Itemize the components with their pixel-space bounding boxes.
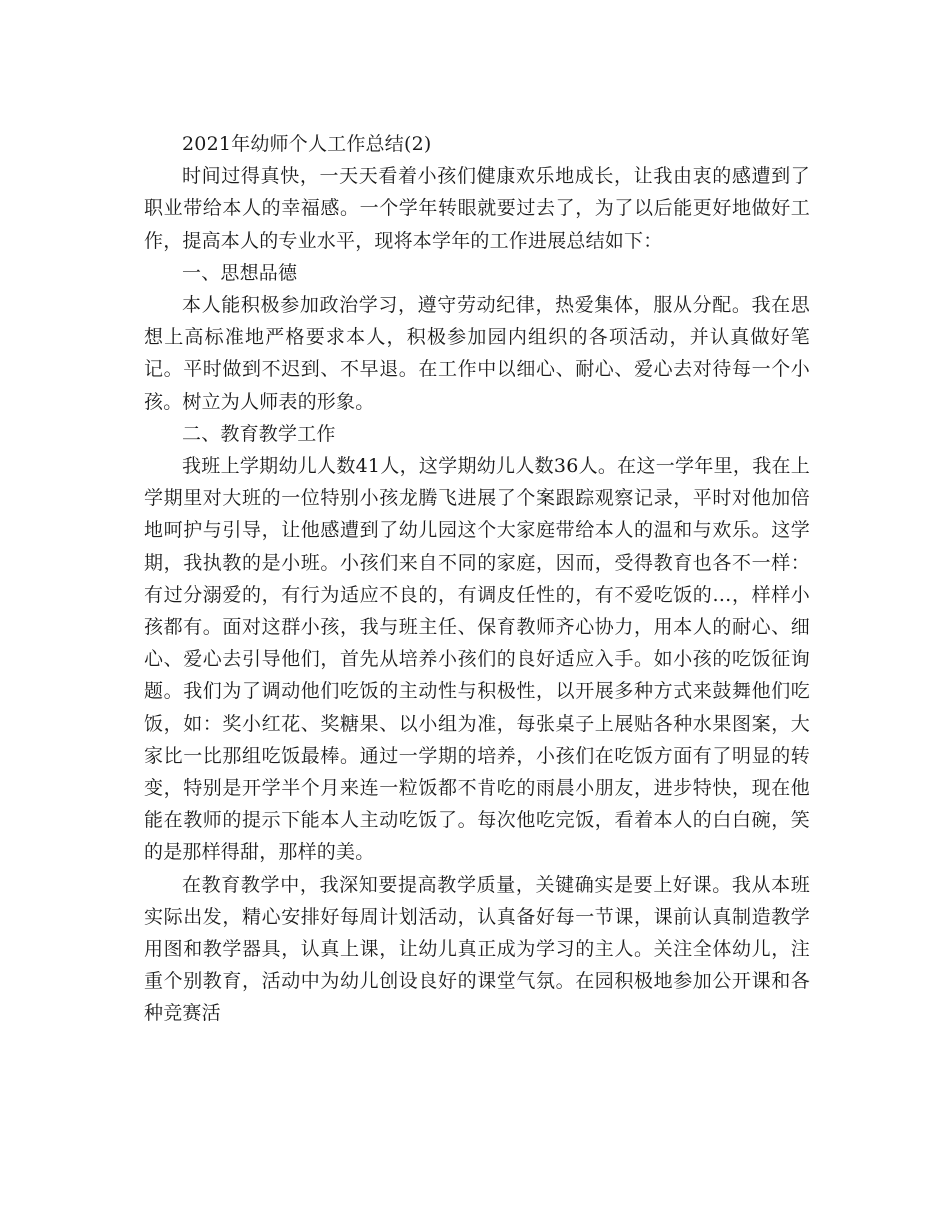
document-title: 2021年幼师个人工作总结(2) bbox=[182, 133, 432, 155]
teaching-quality-paragraph: 在教育教学中，我深知要提高教学质量，关键确实是要上好课。我从本班实际出发，精心安排好每周计划活动，认真备好每一节课，课前认真制造教学用图和教学器具，认真上课，让幼儿真正成为学习的主人。关注全体幼儿，注重个别教育，活动中为幼儿创设良好的课堂气氛。在园积极地参加公开课和各种竞赛活 bbox=[144, 873, 810, 1025]
ideology-paragraph: 本人能积极参加政治学习，遵守劳动纪律，热爱集体，服从分配。我在思想上高标准地严格要求本人，积极参加园内组织的各项活动，并认真做好笔记。平时做到不迟到、不早退。在工作中以细心、耐心、爱心去对待每一个小孩。树立为人师表的形象。 bbox=[144, 294, 810, 413]
intro-paragraph: 时间过得真快，一天天看着小孩们健康欢乐地成长，让我由衷的感遭到了职业带给本人的幸福感。一个学年转眼就要过去了，为了以后能更好地做好工作，提高本人的专业水平，现将本学年的工作进展总结如下： bbox=[144, 165, 810, 252]
section-heading-ideology: 一、思想品德 bbox=[182, 261, 298, 284]
teaching-paragraph: 我班上学期幼儿人数41人，这学期幼儿人数36人。在这一学年里，我在上学期里对大班的一位特别小孩龙腾飞进展了个案跟踪观察记录，平时对他加倍地呵护与引导，让他感遭到了幼儿园这个大家庭带给本人的温和与欢乐。这学期，我执教的是小班。小孩们来自不同的家庭，因而，受得教育也各不一样：有过分溺爱的，有行为适应不良的，有调皮任性的，有不爱吃饭的…，样样小孩都有。面对这群小孩，我与班主任、保育教师齐心协力，用本人的耐心、细心、爱心去引导他们，首先从培养小孩们的良好适应入手。如小孩的吃饭征询题。我们为了调动他们吃饭的主动性与积极性，以开展多种方式来鼓舞他们吃饭，如：奖小红花、奖糖果、以小组为准，每张桌子上展贴各种水果图案，大家比一比那组吃饭最棒。通过一学期的培养，小孩们在吃饭方面有了明显的转变，特别是开学半个月来连一粒饭都不肯吃的雨晨小朋友，进步特快，现在他能在教师的提示下能本人主动吃饭了。每次他吃完饭，看着本人的白白碗，笑的是那样得甜，那样的美。 bbox=[144, 455, 810, 864]
section-heading-teaching: 二、教育教学工作 bbox=[182, 422, 336, 445]
document-body bbox=[144, 128, 810, 1030]
